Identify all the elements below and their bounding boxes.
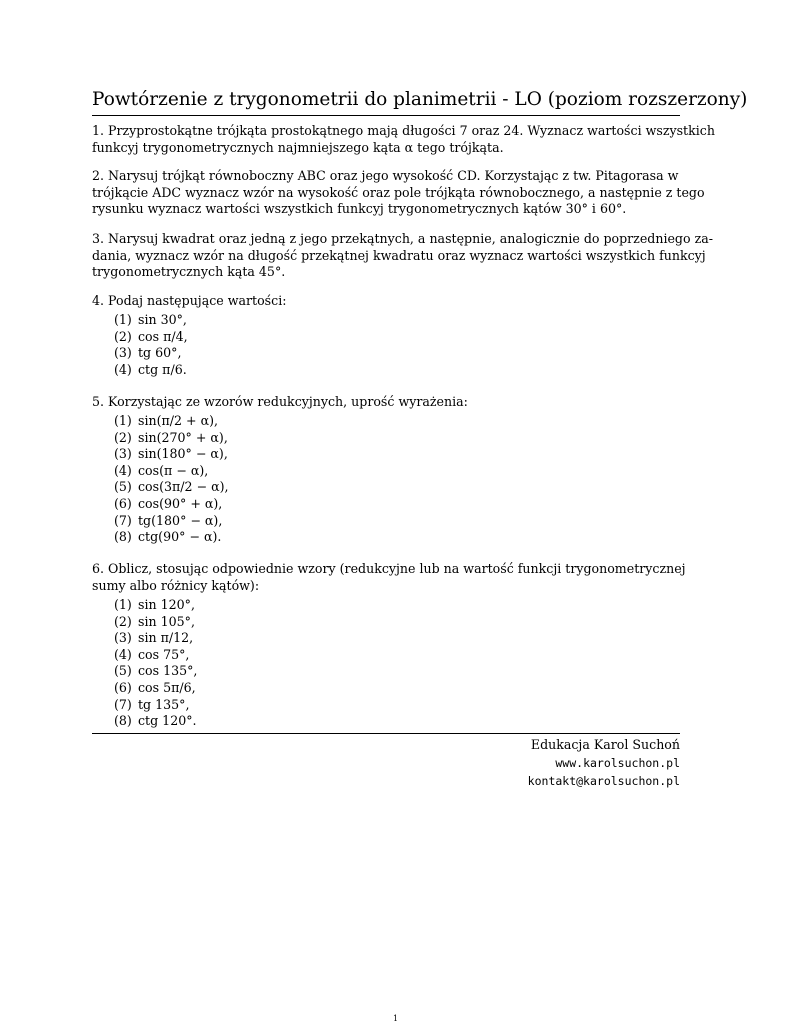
list-item: (2) sin 105°, (114, 613, 195, 629)
list-item: (8) ctg 120°. (114, 713, 197, 729)
problem-5-list (114, 413, 674, 546)
list-item: (1) sin 120°, (114, 597, 195, 612)
problem-5 (92, 394, 680, 411)
list-item: (6) cos(90° + α), (114, 495, 223, 511)
problem-2-line-2: trójkącie ADC wyznacz wzór na wysokość oraz pole trójkąta równobocznego, a następnie z tego (92, 184, 705, 200)
list-item: (4) cos 75°, (114, 646, 190, 662)
problem-4-line-1: 4. Podaj następujące wartości: (92, 293, 287, 308)
list-item: (4) ctg π/6. (114, 361, 187, 377)
list-item: (3) sin(180° − α), (114, 446, 228, 462)
list-item: (1) sin 30°, (114, 312, 187, 327)
page-number: 1 (392, 1014, 399, 1023)
problem-4 (92, 293, 680, 310)
bottom-divider (92, 733, 680, 734)
list-item: (4) cos(π − α), (114, 462, 209, 478)
list-item: (8) ctg(90° − α). (114, 529, 222, 545)
list-item: (2) cos π/4, (114, 328, 188, 344)
footer-author: Edukacja Karol Suchoń (530, 737, 680, 752)
problem-5-line-1: 5. Korzystając ze wzorów redukcyjnych, uprość wyrażenia: (92, 394, 468, 409)
list-item: (5) cos 135°, (114, 663, 198, 679)
list-item: (7) tg(180° − α), (114, 512, 223, 528)
problem-3 (92, 231, 713, 281)
footer (380, 736, 680, 790)
footer-email-link[interactable]: kontakt@karolsuchon.pl (527, 774, 680, 788)
problem-3-line-3: trygonometrycznych kąta 45°. (92, 264, 286, 280)
page-title: Powtórzenie z trygonometrii do planimetrii - LO (poziom rozszerzony) (92, 89, 748, 110)
list-item: (3) sin π/12, (114, 630, 194, 646)
problem-6 (92, 561, 686, 594)
problem-4-list (114, 312, 674, 378)
list-item: (7) tg 135°, (114, 696, 190, 712)
list-item: (6) cos 5π/6, (114, 679, 196, 695)
problem-6-list (114, 597, 674, 730)
footer-website-link[interactable]: www.karolsuchon.pl (555, 756, 680, 770)
problem-2-line-3: rysunku wyznacz wartości wszystkich funkcyj trygonometrycznych kątów 30° i 60°. (92, 201, 627, 217)
problem-6-line-1: 6. Oblicz, stosując odpowiednie wzory (redukcyjne lub na wartość funkcji trygonometrycznej (92, 561, 686, 576)
problem-1-line-1: 1. Przyprostokątne trójkąta prostokątnego mają długości 7 oraz 24. Wyznacz wartości wszystkich (92, 123, 715, 138)
problem-1-line-2: funkcyj trygonometrycznych najmniejszego kąta α tego trójkąta. (92, 139, 504, 155)
list-item: (2) sin(270° + α), (114, 429, 228, 445)
problem-3-line-2: dania, wyznacz wzór na długość przekątnej kwadratu oraz wyznacz wartości wszystkich funkcyj (92, 247, 706, 263)
problem-3-line-1: 3. Narysuj kwadrat oraz jedną z jego przekątnych, a następnie, analogicznie do poprzedniego za- (92, 231, 713, 246)
problem-2 (92, 168, 705, 218)
problem-6-line-2: sumy albo różnicy kątów): (92, 577, 260, 593)
problem-2-line-1: 2. Narysuj trójkąt równoboczny ABC oraz jego wysokość CD. Korzystając z tw. Pitagorasa w (92, 168, 679, 183)
problem-1 (92, 123, 715, 156)
list-item: (1) sin(π/2 + α), (114, 413, 219, 428)
list-item: (5) cos(3π/2 − α), (114, 479, 229, 495)
list-item: (3) tg 60°, (114, 345, 182, 361)
top-divider (92, 115, 680, 116)
